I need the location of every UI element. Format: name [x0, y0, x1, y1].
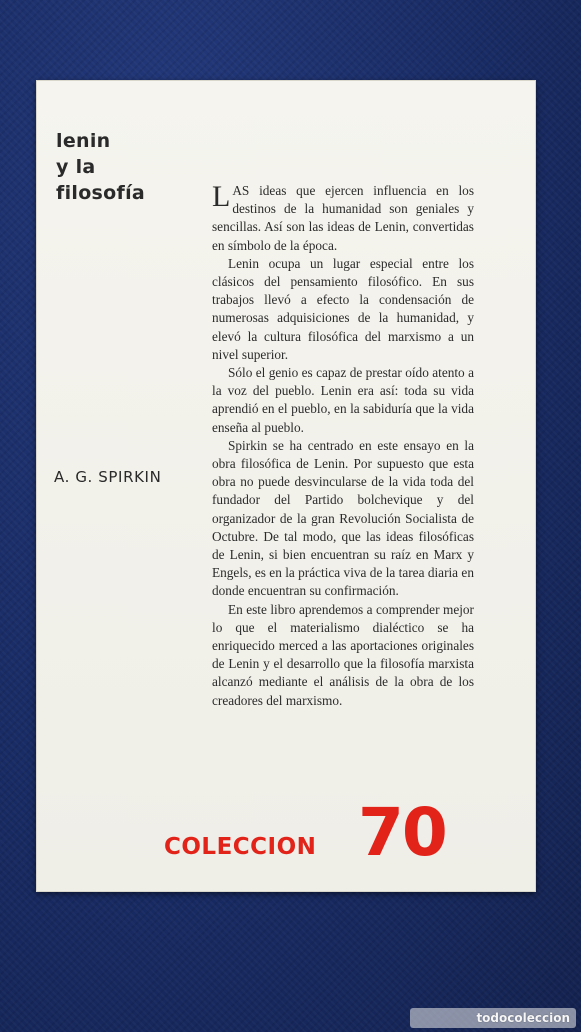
- title-line-3: filosofía: [56, 182, 146, 204]
- blurb-paragraph-4: Spirkin se ha centrado en este ensayo en la obra filosófica de Lenin. Por supuesto que esta obra no puede desvincularse de la vida toda del fundador del Partido bolchevique y del organizador de la gran Revolución Socialista de Octubre. De tal modo, que las ideas filosóficas de Lenin, si bien encuentran su raíz en Marx y Engels, es en la práctica viva de la tarea diaria en donde encuentran su confirmación.: [212, 437, 474, 599]
- title-line-2: y la: [56, 156, 96, 178]
- watermark-text: todocoleccion: [476, 1011, 570, 1025]
- blurb-paragraph-5: En este libro aprendemos a comprender mejor lo que el materialismo dialéctico se ha enriquecido merced a las aportaciones originales de Lenin y el desarrollo que la filosofía marxista alcanzó mediante el análisis de la obra de los creadores del marxismo.: [212, 601, 474, 708]
- blurb-paragraph-1-text: AS ideas que ejercen influencia en los destinos de la humanidad son geniales y sencillas. Así son las ideas de Lenin, convertidas en símbolo de la época.: [212, 183, 474, 253]
- collection-word: COLECCION: [164, 834, 317, 860]
- book-back-cover: [36, 80, 536, 892]
- blurb-paragraph-2: Lenin ocupa un lugar especial entre los clásicos del pensamiento filosófico. En sus trabajos llevó a efecto la condensación de numerosas adquisiciones de la humanidad, y elevó la cultura filosófica del marxismo a un nivel superior.: [212, 255, 474, 362]
- book-title: [56, 128, 145, 206]
- collection-number: 70: [358, 794, 446, 871]
- author-name: A. G. SPIRKIN: [54, 468, 162, 486]
- blurb-paragraph-3: Sólo el genio es capaz de prestar oído atento a la voz del pueblo. Lenin era así: toda su vida aprendió en el pueblo, en la sabiduría que la vida enseña al pueblo.: [212, 365, 474, 435]
- blurb-text: [212, 182, 474, 710]
- drop-cap: L: [212, 180, 231, 213]
- blurb-paragraph-1: [212, 182, 474, 255]
- site-watermark: [410, 1008, 576, 1028]
- title-line-1: lenin: [56, 130, 111, 152]
